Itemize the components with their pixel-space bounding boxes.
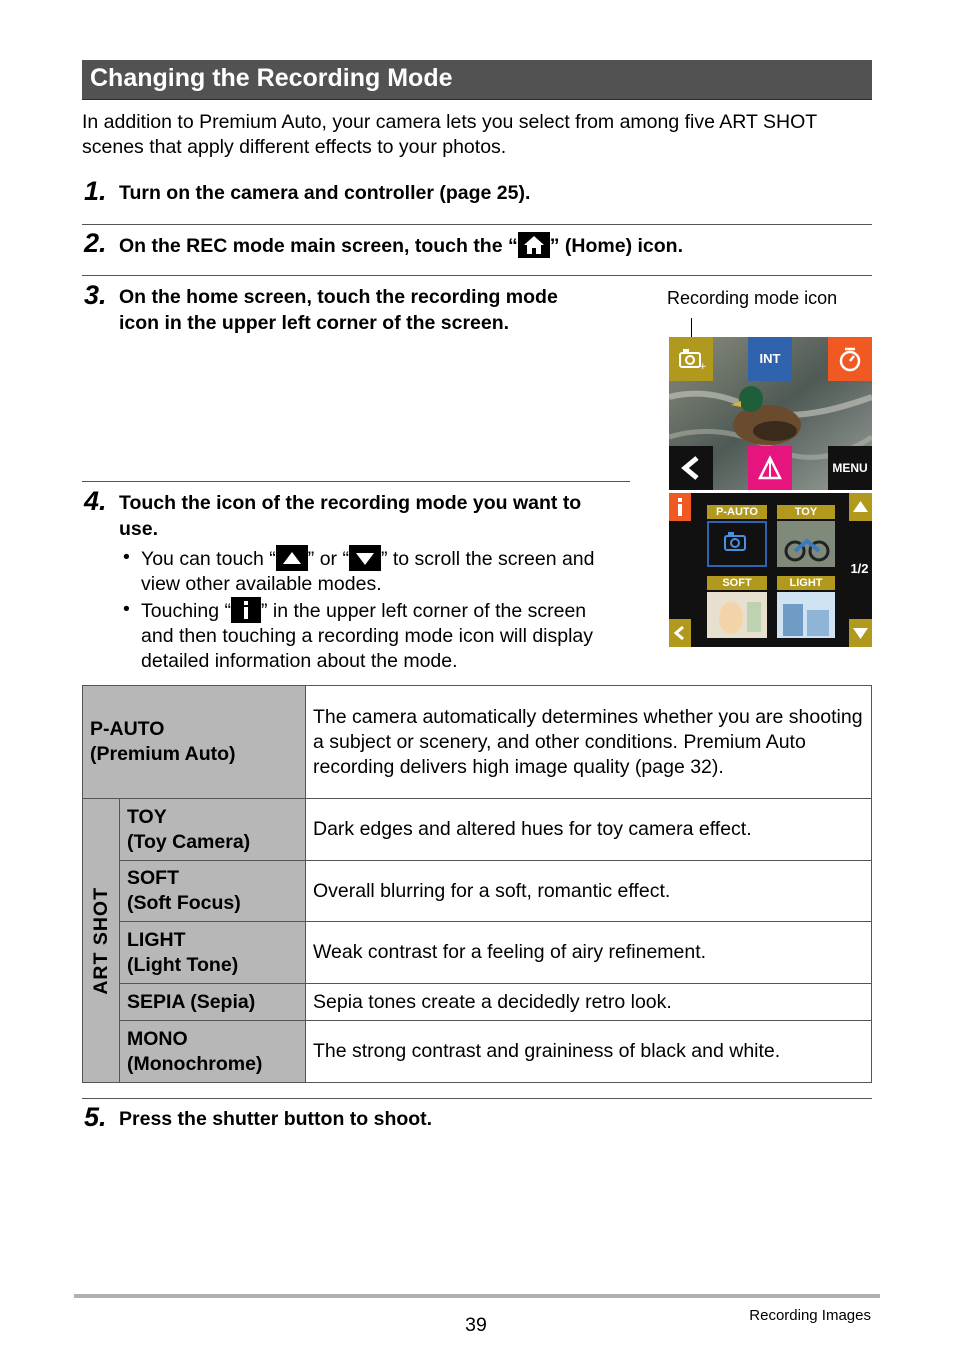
mode-tile-label: P-AUTO [707,505,767,519]
footer-section-name: Recording Images [749,1307,871,1324]
mode-tile-toy[interactable] [777,505,835,567]
image-mode-button[interactable] [748,446,792,490]
mode-name-cell [120,861,306,922]
step-5-number: 5. [84,1102,107,1132]
step-2-text [119,232,683,259]
step-2-number: 2. [84,228,107,258]
soft-thumbnail [707,592,767,638]
divider [82,1098,872,1099]
mode-desc-cell: The strong contrast and graininess of black and white. [306,1021,872,1083]
p-auto-icon [707,521,767,567]
prism-icon [748,446,792,490]
step-1-text: Turn on the camera and controller (page 25). [119,182,531,204]
bullet-2-text-a: Touching “ [141,600,231,622]
mode-desc-cell: Sepia tones create a decidedly retro look. [306,984,872,1021]
info-button[interactable] [669,493,691,521]
mode-tile-label: SOFT [707,576,767,590]
callout-label: Recording mode icon [667,288,838,308]
page-number: 39 [465,1314,487,1336]
mode-table [82,685,872,1083]
mode-desc-cell: The camera automatically determines whether you are shooting a subject or scenery, and other conditions. Premium Auto recording delivers high image quality (page 32). [306,686,872,799]
home-screen-image [669,337,872,490]
mode-tile-label: TOY [777,505,835,519]
mode-name-line: TOY [127,805,167,828]
bullet-2-text-b: ” in the upper left corner of the screen and then touching a recording mode icon will display detailed information about the mode. [141,600,594,672]
svg-text:+: + [699,362,707,372]
chevron-left-icon [669,619,691,647]
recording-mode-icon[interactable] [669,337,713,381]
table-row [83,799,872,861]
mode-name-line: (Monochrome) [127,1052,263,1075]
step-4-number: 4. [84,486,107,516]
step-3-number: 3. [84,280,107,310]
page-indicator: 1/2 [850,561,869,576]
table-row [83,686,872,799]
divider [82,275,872,276]
mode-desc-cell: Dark edges and altered hues for toy camera effect. [306,799,872,861]
mode-name-line: SEPIA (Sepia) [127,990,256,1013]
divider [82,224,872,225]
bullet-scroll [119,545,609,597]
menu-button[interactable]: MENU [828,446,872,490]
mode-tile-soft[interactable] [707,576,767,638]
section-title-bar [82,60,872,100]
mode-name-line: (Premium Auto) [90,743,236,765]
step-4-bullets [119,545,609,674]
mode-name-line: LIGHT [127,928,186,951]
mode-name-cell [120,984,306,1021]
mode-name-line: SOFT [127,867,179,889]
step-3-text: On the home screen, touch the recording mode icon in the upper left corner of the screen. [119,286,558,334]
self-timer-button[interactable] [828,337,872,381]
light-thumbnail [777,592,835,638]
mode-name-cell [83,686,306,799]
step-2-text-b: ” (Home) icon. [549,235,683,257]
int-button[interactable]: INT [748,337,792,381]
triangle-down-icon [849,619,872,647]
triangle-up-icon [276,545,308,571]
back-button[interactable] [669,619,691,647]
mode-tile-p-auto[interactable] [707,505,767,567]
mode-desc-cell: Weak contrast for a feeling of airy refinement. [306,922,872,984]
mode-name-cell [120,1021,306,1083]
table-row [83,984,872,1021]
triangle-up-icon [849,493,872,521]
bullet-1-text-a: You can touch “ [141,548,276,570]
step-5-text: Press the shutter button to shoot. [119,1108,433,1130]
table-row [83,861,872,922]
mode-name-cell [120,799,306,861]
mode-tile-label: LIGHT [777,576,835,590]
table-row [83,1021,872,1083]
divider [82,481,630,482]
mode-name-line: (Toy Camera) [127,830,251,853]
step-1-number: 1. [84,176,107,206]
mode-name-line: (Light Tone) [127,953,239,976]
home-icon [518,232,550,258]
mode-name-line: P-AUTO [90,718,165,740]
toy-thumbnail [777,521,835,567]
mode-name-line: MONO [127,1027,188,1050]
bullet-1-text-b: ” or “ [307,548,349,570]
mode-tile-light[interactable] [777,576,835,638]
timer-icon [828,337,872,381]
bullet-1-text-c: ” to scroll the screen and view other available modes. [141,548,595,595]
bullet-info [119,597,609,674]
info-icon [231,597,261,623]
mode-name-cell [120,922,306,984]
step-4-text: Touch the icon of the recording mode you want to use. [119,492,582,540]
mode-select-screen-image [669,493,872,647]
step-2-text-a: On the REC mode main screen, touch the “ [119,235,518,257]
info-icon [669,493,691,521]
table-row [83,922,872,984]
back-button[interactable] [669,446,713,490]
scroll-down-button[interactable] [849,619,872,647]
page-title: Changing the Recording Mode [90,64,453,92]
mode-desc-cell: Overall blurring for a soft, romantic effect. [306,861,872,922]
footer-divider [74,1294,880,1298]
intro-paragraph: In addition to Premium Auto, your camera lets you select from among five ART SHOT scenes that apply different effects to your photos. [82,111,817,158]
triangle-down-icon [349,545,381,571]
chevron-left-icon [669,446,713,490]
art-shot-group-cell [83,799,120,1083]
scroll-up-button[interactable] [849,493,872,521]
art-shot-label: ART SHOT [89,886,112,995]
mode-name-line: (Soft Focus) [127,892,241,914]
